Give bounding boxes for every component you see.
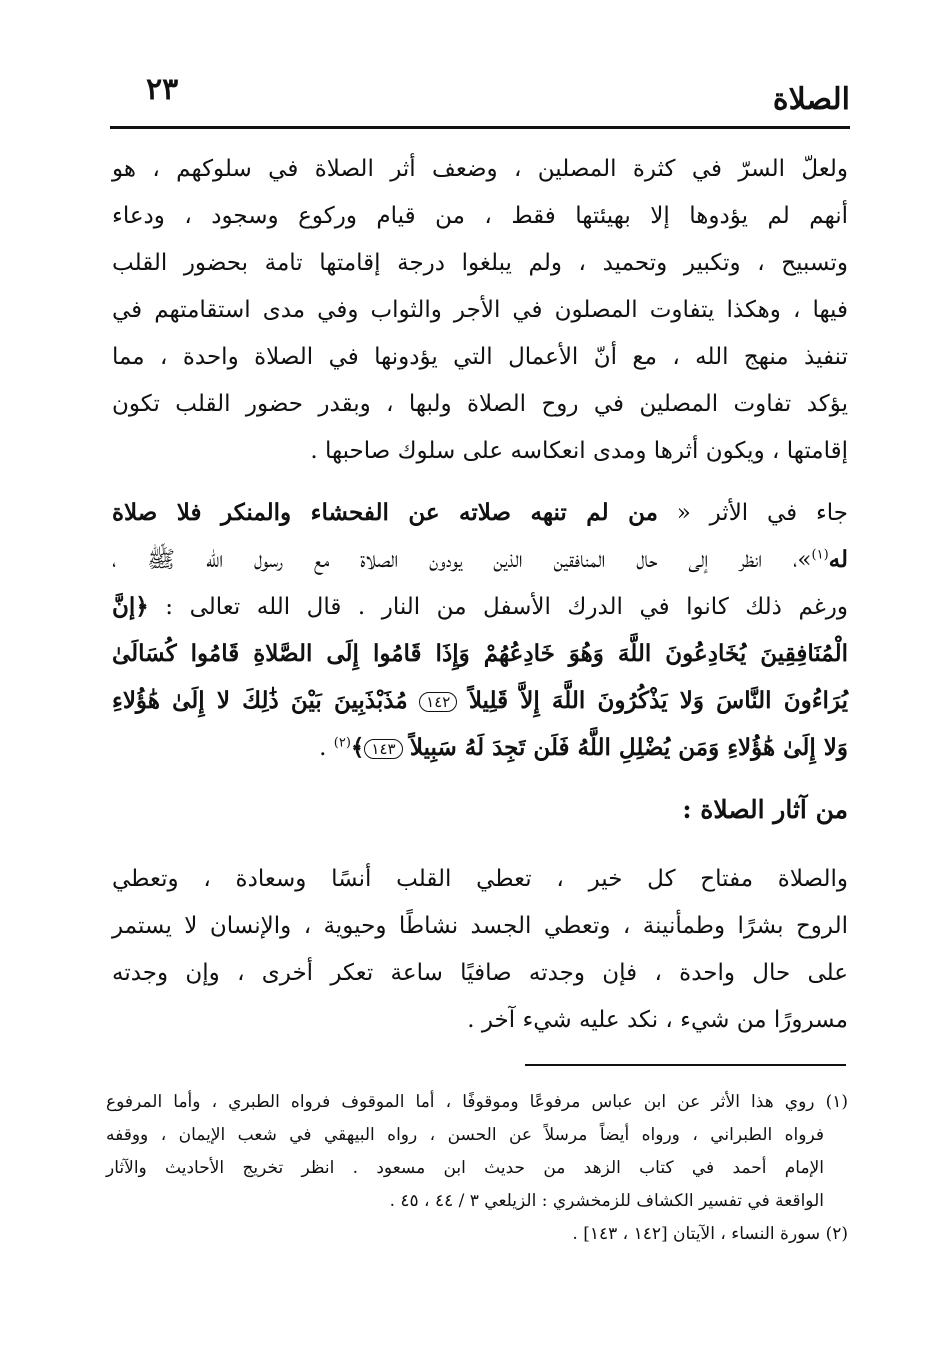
body-line: يؤكد تفاوت المصلين في روح الصلاة ولبها ، وبقدر حضور القلب تكون xyxy=(112,391,848,417)
body-line: والصلاة مفتاح كل خير ، تعطي القلب أنسًا وسعادة ، وتعطي xyxy=(112,866,848,892)
body-line: مسرورًا من شيء ، نكد عليه شيء آخر . xyxy=(467,1007,848,1033)
ayah-close: ﴾ xyxy=(350,734,365,761)
chapter-title: الصلاة xyxy=(772,82,850,117)
footnote-rule xyxy=(525,1064,846,1066)
main-text-2 xyxy=(112,856,848,1044)
main-text xyxy=(112,146,848,771)
body-line: الروح بشرًا وطمأنينة ، وتعطي الجسد نشاطًا وحيوية ، والإنسان لا يستمر xyxy=(112,913,848,939)
verse-number-marker: ١٤٣ xyxy=(364,739,402,759)
page-header xyxy=(110,72,850,124)
header-rule xyxy=(110,126,850,129)
athar-intro: جاء في الأثر « xyxy=(676,500,848,526)
footnote-ref-1[interactable]: (١) xyxy=(811,547,829,563)
body-text: ورغم ذلك كانوا في الدرك الأسفل من النار . قال الله تعالى : xyxy=(165,594,848,620)
section-heading: من آثار الصلاة : xyxy=(682,795,848,824)
ayah-line xyxy=(112,724,848,771)
body-line: وتسبيح ، وتكبير وتحميد ، ولم يبلغوا درجة إقامتها تامة بحضور القلب xyxy=(112,250,848,276)
body-line: إقامتها ، ويكون أثرها ومدى انعكاسه على سلوك صاحبها . xyxy=(310,438,848,464)
footnote-line: (٢) سورة النساء ، الآيتان [١٤٢ ، ١٤٣] . xyxy=(572,1224,848,1244)
body-line xyxy=(112,489,848,536)
verse-number-marker: ١٤٢ xyxy=(419,692,457,712)
body-line: ولعلّ السرّ في كثرة المصلين ، وضعف أثر الصلاة في سلوكهم ، هو xyxy=(112,156,848,182)
body-line xyxy=(112,583,848,630)
athar-quote-end: له xyxy=(828,546,848,573)
page-number: ٢٣ xyxy=(146,72,179,107)
body-text: . xyxy=(319,735,334,761)
body-line: تنفيذ منهج الله ، مع أنّ الأعمال التي يؤدونها في الصلاة واحدة ، مما xyxy=(112,344,848,370)
body-line: أنهم لم يؤدوها إلا بهيئتها فقط ، من قيام وركوع وسجود ، ودعاء xyxy=(112,203,848,229)
footnotes xyxy=(106,1086,848,1251)
ayah-text: يُرَاءُونَ النَّاسَ وَلا يَذْكُرُونَ اللَّهَ إِلاَّ قَلِيلاً xyxy=(468,687,848,714)
athar-quote: من لم تنهه صلاته عن الفحشاء والمنكر فلا صلاة xyxy=(112,499,658,526)
body-line xyxy=(112,536,848,583)
ayah-text: مُذَبْذَبِينَ بَيْنَ ذَٰلِكَ لا إِلَىٰ هَٰؤُلاءِ xyxy=(112,687,408,714)
ayah-line xyxy=(112,677,848,724)
footnote-line: الواقعة في تفسير الكشاف للزمخشري : الزيلعي ٣ / ٤٤ ، ٤٥ . xyxy=(389,1191,824,1211)
ayah-open: ﴿إنَّ xyxy=(112,593,149,620)
footnote-line: الإمام أحمد في كتاب الزهد من حديث ابن مسعود . انظر تخريج الأحاديث والآثار xyxy=(106,1158,824,1178)
ayah-line: الْمُنَافِقِينَ يُخَادِعُونَ اللَّهَ وَهُوَ خَادِعُهُمْ وَإِذَا قَامُوا إِلَى الصَّلاةِ قَامُوا كُسَالَىٰ xyxy=(112,640,848,667)
footnote-line: فرواه الطبراني ، ورواه أيضاً مرسلاً عن الحسن ، رواه البيهقي في شعب الإيمان ، ووقفه xyxy=(106,1125,824,1145)
footnote-ref-2[interactable]: (٢) xyxy=(333,735,351,751)
body-line: فيها ، وهكذا يتفاوت المصلون في الأجر والثواب وفي مدى استقامتهم في xyxy=(112,297,848,323)
ayah-text: وَلا إِلَىٰ هَٰؤُلاءِ وَمَن يُضْلِلِ اللَّهُ فَلَن تَجِدَ لَهُ سَبِيلاً xyxy=(409,734,848,761)
body-text: »، انظر إلى حال المنافقين الذين يودون الصلاة مع رسول الله ﷺ ، xyxy=(112,547,812,573)
body-line: على حال واحدة ، فإن وجدته صافيًا ساعة تعكر أخرى ، وإن وجدته xyxy=(112,960,848,986)
footnote-line: (١) روي هذا الأثر عن ابن عباس مرفوعًا وموقوفًا ، أما الموقوف فرواه الطبري ، وأما المرفوع xyxy=(106,1092,848,1112)
